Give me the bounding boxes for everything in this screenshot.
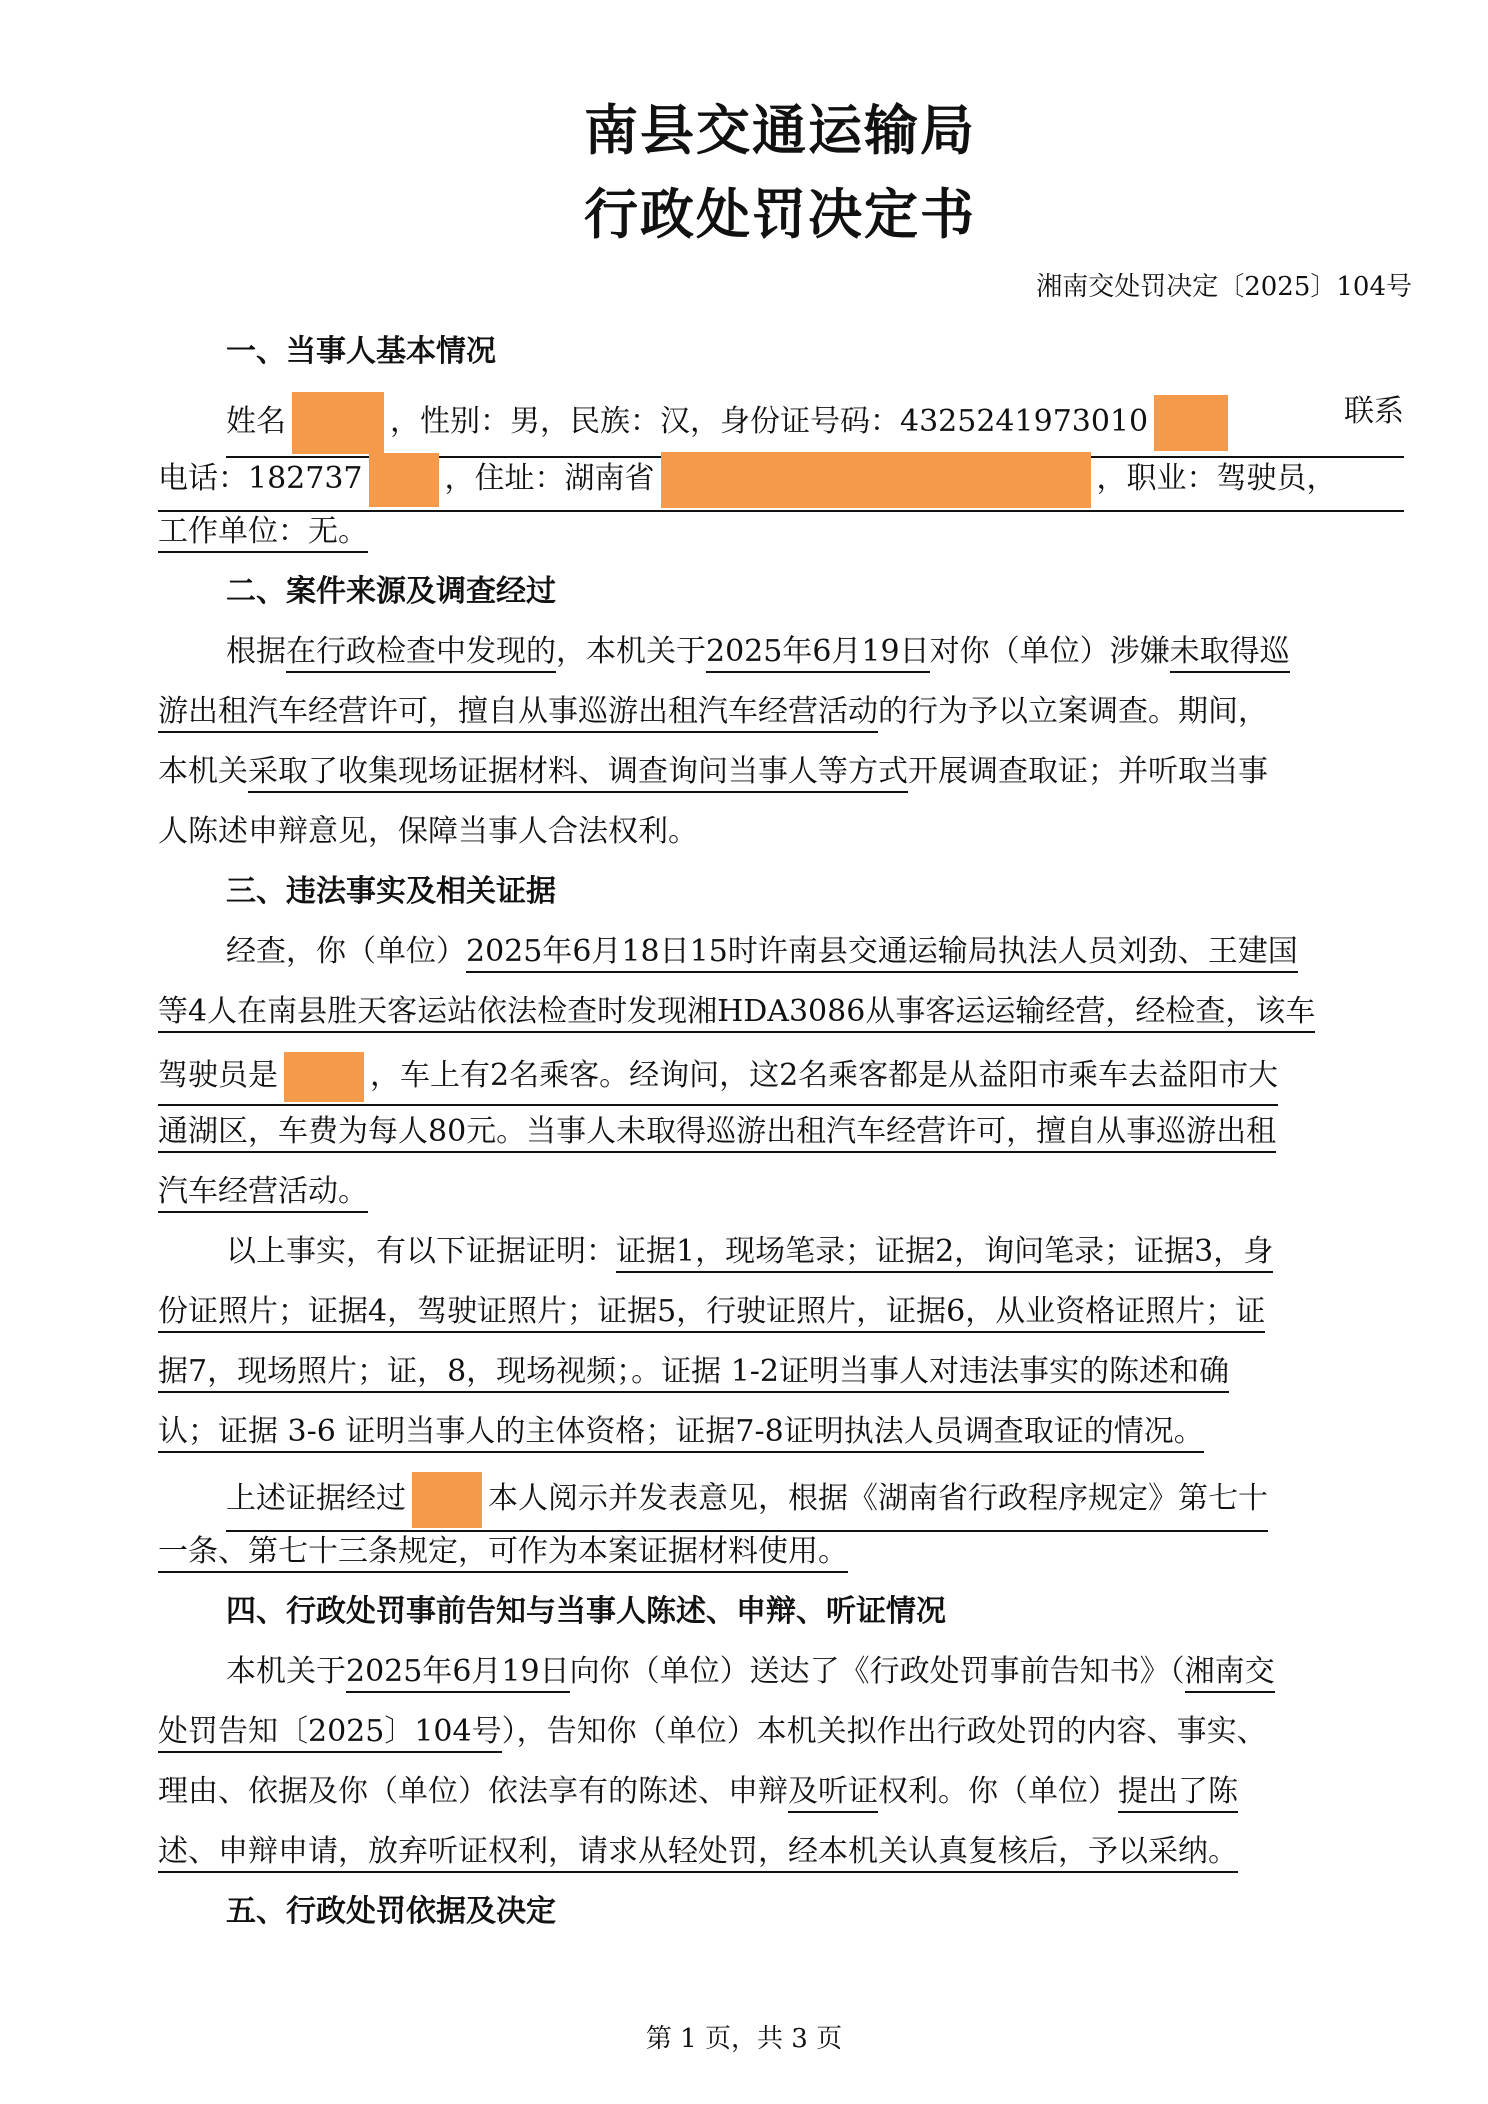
notice-line-2 xyxy=(158,1712,1267,1752)
party-line-3 xyxy=(158,512,368,552)
document-title: 行政处罚决定书 xyxy=(584,183,976,246)
notice-date: 2025年6月19日 xyxy=(346,1654,570,1693)
evidence-line-3 xyxy=(158,1352,1229,1392)
source-line-2 xyxy=(158,692,1268,732)
name-label: 姓名 xyxy=(226,404,286,439)
facts-text: ，车上有2名乘客。经询问，这2名乘客都是从益阳市乘车去益阳市大 xyxy=(370,1058,1279,1093)
facts-line-1 xyxy=(226,932,1298,972)
page-number: 第 1 页，共 3 页 xyxy=(645,2024,843,2054)
notice-underlined: 提出了陈 xyxy=(1118,1774,1238,1813)
notice-underlined: 述、申辩申请，放弃听证权利，请求从轻处罚，经本机关认真复核后，予以采纳。 xyxy=(158,1834,1238,1873)
facts-text: 驾驶员是 xyxy=(158,1058,278,1093)
address-text: ，住址：湖南省 xyxy=(444,461,655,496)
evidence-text: 本人阅示并发表意见，根据《湖南省行政程序规定》第七十 xyxy=(488,1481,1268,1516)
facts-underlined: 通湖区，车费为每人80元。当事人未取得巡游出租汽车经营许可，擅自从事巡游出租 xyxy=(158,1114,1276,1153)
facts-line-3 xyxy=(158,1052,1278,1106)
source-underlined: 采取了收集现场证据材料、调查询问当事人等方式 xyxy=(248,754,908,793)
source-text: 对你（单位）涉嫌 xyxy=(929,634,1170,669)
notice-text: 权利。你（单位） xyxy=(878,1774,1118,1809)
job-text: ，职业：驾驶员， xyxy=(1096,461,1337,496)
source-text: ，本机关于 xyxy=(556,634,706,669)
redacted-id xyxy=(1154,395,1228,451)
redacted-address xyxy=(661,452,1091,508)
work-unit-text: 工作单位：无。 xyxy=(158,514,368,553)
source-text: 开展调查取证；并听取当事 xyxy=(908,754,1268,789)
section-heading-3: 三、违法事实及相关证据 xyxy=(226,874,556,909)
notice-text: ），告知你（单位）本机关拟作出行政处罚的内容、事实、 xyxy=(501,1714,1267,1749)
source-underlined: 在行政检查中发现的 xyxy=(286,634,556,673)
section-heading-4: 四、行政处罚事前告知与当事人陈述、申辩、听证情况 xyxy=(226,1594,946,1629)
source-underlined: 游出租汽车经营许可，擅自从事巡游出租汽车经营活动 xyxy=(158,694,878,733)
facts-line-4 xyxy=(158,1112,1276,1152)
source-text: 本机关 xyxy=(158,754,248,789)
evidence-line-6 xyxy=(158,1532,848,1572)
source-date: 2025年6月19日 xyxy=(706,634,930,673)
notice-line-1 xyxy=(226,1652,1275,1692)
notice-text: 向你（单位）送达了《行政处罚事前告知书》（ xyxy=(569,1654,1185,1689)
redacted-reviewer xyxy=(412,1472,482,1528)
source-line-4: 人陈述申辩意见，保障当事人合法权利。 xyxy=(158,814,698,849)
evidence-underlined: 据7，现场照片；证，8，现场视频；。证据 1-2证明当事人对违法事实的陈述和确 xyxy=(158,1354,1229,1393)
redacted-name xyxy=(292,392,384,454)
facts-underlined: 2025年6月18日15时许南县交通运输局执法人员刘劲、王建国 xyxy=(466,934,1298,973)
notice-text: 本机关于 xyxy=(226,1654,346,1689)
section-heading-5: 五、行政处罚依据及决定 xyxy=(226,1894,556,1929)
evidence-text: 上述证据经过 xyxy=(226,1481,406,1516)
source-text: 根据 xyxy=(226,634,286,669)
evidence-underlined: 认；证据 3-6 证明当事人的主体资格；证据7-8证明执法人员调查取证的情况。 xyxy=(158,1414,1204,1453)
evidence-underlined: 份证照片；证据4，驾驶证照片；证据5，行驶证照片，证据6，从业资格证照片；证 xyxy=(158,1294,1265,1333)
phone-text: 电话：182737 xyxy=(158,461,363,496)
evidence-line-4 xyxy=(158,1412,1204,1452)
notice-line-3 xyxy=(158,1772,1238,1812)
facts-underlined: 等4人在南县胜天客运站依法检查时发现湘HDA3086从事客运运输经营，经检查，该车 xyxy=(158,994,1315,1033)
source-line-1 xyxy=(226,632,1290,672)
notice-line-4 xyxy=(158,1832,1238,1872)
evidence-line-2 xyxy=(158,1292,1265,1332)
gender-id-text: ，性别：男，民族：汉，身份证号码：4325241973010 xyxy=(390,404,1149,439)
redacted-driver xyxy=(284,1052,364,1102)
facts-line-2 xyxy=(158,992,1315,1032)
agency-title: 南县交通运输局 xyxy=(584,99,976,162)
contact-label: 联系 xyxy=(1344,394,1404,429)
notice-underlined: 及听证 xyxy=(788,1774,878,1813)
facts-underlined: 汽车经营活动。 xyxy=(158,1174,368,1213)
section-heading-1: 一、当事人基本情况 xyxy=(226,334,496,369)
source-text: 的行为予以立案调查。期间， xyxy=(878,694,1268,729)
evidence-line-5 xyxy=(226,1472,1268,1532)
evidence-text: 以上事实，有以下证据证明： xyxy=(226,1234,616,1269)
facts-text: 经查，你（单位） xyxy=(226,934,466,969)
notice-underlined: 湘南交 xyxy=(1185,1654,1275,1693)
party-line-1 xyxy=(226,392,1404,458)
notice-text: 理由、依据及你（单位）依法享有的陈述、申辩 xyxy=(158,1774,788,1809)
evidence-underlined: 证据1，现场笔录；证据2，询问笔录；证据3，身 xyxy=(616,1234,1273,1273)
redacted-phone xyxy=(369,453,439,507)
document-number: 湘南交处罚决定〔2025〕104号 xyxy=(1036,272,1412,302)
source-line-3 xyxy=(158,752,1268,792)
section-heading-2: 二、案件来源及调查经过 xyxy=(226,574,556,609)
source-underlined: 未取得巡 xyxy=(1170,634,1290,673)
evidence-line-1 xyxy=(226,1232,1273,1272)
notice-number: 处罚告知〔2025〕104号 xyxy=(158,1714,502,1753)
party-line-2 xyxy=(158,452,1404,512)
evidence-underlined: 一条、第七十三条规定，可作为本案证据材料使用。 xyxy=(158,1534,848,1573)
facts-line-5 xyxy=(158,1172,368,1212)
